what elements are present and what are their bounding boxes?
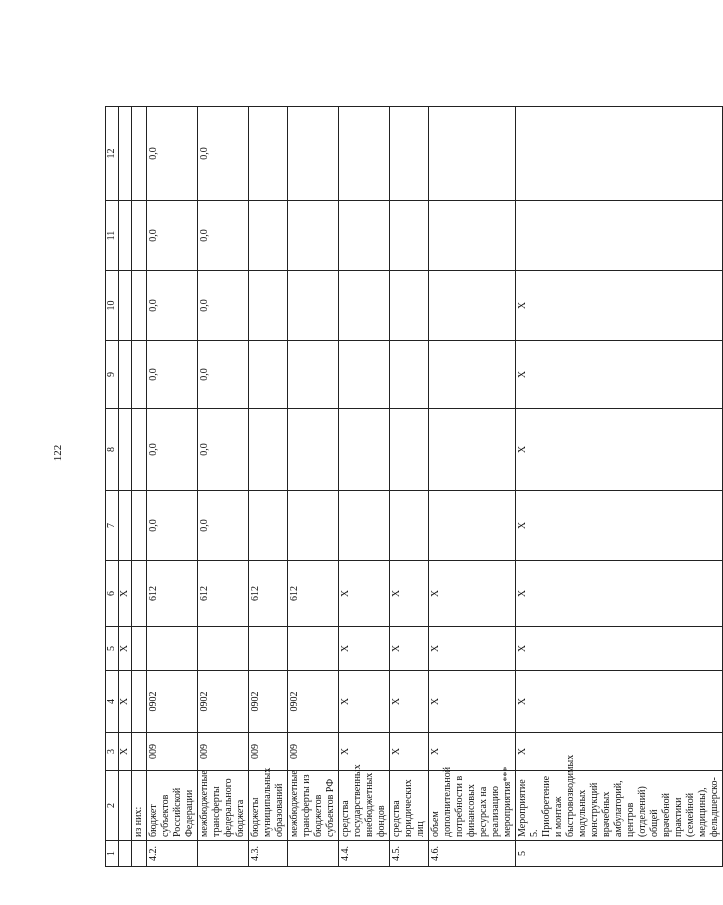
row-name-cell: межбюджетные трансферты федерального бюджета (198, 771, 249, 841)
col-8-cell: 0,0 (198, 409, 249, 491)
header-mark-col-3: X (119, 733, 132, 771)
column-number-1: 1 (106, 841, 119, 867)
table-row (132, 107, 147, 867)
column-number-3: 3 (106, 733, 119, 771)
col-9-cell (339, 341, 390, 409)
col-11-cell (132, 201, 147, 271)
col-8-cell (429, 409, 516, 491)
col-4-cell: 0902 (249, 671, 288, 733)
row-name-cell: средства государственных внебюджетных фондов (339, 771, 390, 841)
col-6-cell: X (339, 561, 390, 627)
col-11-cell (429, 201, 516, 271)
col-9-cell: X (516, 341, 723, 409)
col-3-cell: X (339, 733, 390, 771)
col-9-cell (288, 341, 339, 409)
col-3-cell: X (429, 733, 516, 771)
table-row (516, 107, 723, 867)
col-6-cell: 612 (198, 561, 249, 627)
col-8-cell (288, 409, 339, 491)
header-mark-col-7 (119, 491, 132, 561)
row-name-cell: бюджеты муниципальных образований (249, 771, 288, 841)
column-number-12: 12 (106, 107, 119, 201)
col-6-cell: X (516, 561, 723, 627)
col-5-cell (249, 627, 288, 671)
col-3-cell (132, 733, 147, 771)
row-name-cell: Мероприятие 5. Приобретение и монтаж быстровозводимых модульных конструкций врачебных амбулаторий, центров (отделений) общей врачебной практики (семейной медицины), фельдшерско- (516, 771, 723, 841)
row-number-cell: 4.4. (339, 841, 390, 867)
col-7-cell (249, 491, 288, 561)
col-4-cell: X (429, 671, 516, 733)
col-9-cell (390, 341, 429, 409)
col-12-cell (339, 107, 390, 201)
row-number-cell (198, 841, 249, 867)
header-mark-col-5: X (119, 627, 132, 671)
col-5-cell: X (339, 627, 390, 671)
col-7-cell: 0,0 (198, 491, 249, 561)
col-4-cell: 0902 (198, 671, 249, 733)
col-11-cell (339, 201, 390, 271)
col-7-cell (288, 491, 339, 561)
col-4-cell: X (516, 671, 723, 733)
header-numbers-row (106, 107, 119, 867)
col-12-cell (249, 107, 288, 201)
col-6-cell (132, 561, 147, 627)
col-3-cell: 009 (198, 733, 249, 771)
col-9-cell (249, 341, 288, 409)
table-row (429, 107, 516, 867)
table-row (198, 107, 249, 867)
table-body (106, 107, 723, 867)
col-8-cell (390, 409, 429, 491)
header-mark-col-2 (119, 771, 132, 841)
col-6-cell: X (390, 561, 429, 627)
row-name-cell: объем дополнительной потребности в финансовых ресурсах на реализацию мероприятия*** (429, 771, 516, 841)
col-12-cell (288, 107, 339, 201)
column-number-7: 7 (106, 491, 119, 561)
col-9-cell (132, 341, 147, 409)
col-5-cell (288, 627, 339, 671)
page-number: 122 (52, 444, 64, 462)
row-name-cell: средства юридических лиц (390, 771, 429, 841)
col-9-cell (429, 341, 516, 409)
col-10-cell (288, 271, 339, 341)
col-5-cell (198, 627, 249, 671)
table-row (249, 107, 288, 867)
col-4-cell: X (339, 671, 390, 733)
col-8-cell (132, 409, 147, 491)
col-12-cell (390, 107, 429, 201)
table-row (288, 107, 339, 867)
col-3-cell: 009 (288, 733, 339, 771)
table-row (339, 107, 390, 867)
col-10-cell: 0,0 (198, 271, 249, 341)
col-10-cell (132, 271, 147, 341)
row-number-cell: 4.2. (147, 841, 198, 867)
col-4-cell: 0902 (147, 671, 198, 733)
col-11-cell (516, 201, 723, 271)
col-8-cell (249, 409, 288, 491)
row-number-cell (288, 841, 339, 867)
col-11-cell: 0,0 (147, 201, 198, 271)
col-10-cell: X (516, 271, 723, 341)
col-6-cell: X (429, 561, 516, 627)
col-11-cell (249, 201, 288, 271)
row-number-cell: 5 (516, 841, 723, 867)
column-number-6: 6 (106, 561, 119, 627)
header-mark-col-12 (119, 107, 132, 201)
header-mark-col-8 (119, 409, 132, 491)
row-name-cell: межбюджетные трансферты из бюджетов субъектов РФ (288, 771, 339, 841)
col-8-cell: 0,0 (147, 409, 198, 491)
col-4-cell: X (390, 671, 429, 733)
col-12-cell (132, 107, 147, 201)
col-10-cell (249, 271, 288, 341)
col-4-cell (132, 671, 147, 733)
row-number-cell: 4.5. (390, 841, 429, 867)
col-11-cell (288, 201, 339, 271)
column-number-9: 9 (106, 341, 119, 409)
col-7-cell (132, 491, 147, 561)
col-7-cell: 0,0 (147, 491, 198, 561)
row-number-cell: 4.6. (429, 841, 516, 867)
budget-table (105, 106, 723, 867)
header-marks-row (119, 107, 132, 867)
col-10-cell: 0,0 (147, 271, 198, 341)
budget-table-rotated (105, 107, 720, 867)
col-3-cell: X (390, 733, 429, 771)
col-7-cell (429, 491, 516, 561)
col-12-cell: 0,0 (147, 107, 198, 201)
col-11-cell: 0,0 (198, 201, 249, 271)
col-10-cell (429, 271, 516, 341)
col-9-cell: 0,0 (147, 341, 198, 409)
column-number-5: 5 (106, 627, 119, 671)
col-4-cell: 0902 (288, 671, 339, 733)
header-mark-col-11 (119, 201, 132, 271)
col-12-cell (429, 107, 516, 201)
row-number-cell (132, 841, 147, 867)
header-mark-col-6: X (119, 561, 132, 627)
column-number-8: 8 (106, 409, 119, 491)
header-mark-col-9 (119, 341, 132, 409)
col-5-cell: X (390, 627, 429, 671)
col-8-cell (339, 409, 390, 491)
header-mark-col-10 (119, 271, 132, 341)
col-7-cell (390, 491, 429, 561)
col-5-cell (147, 627, 198, 671)
col-9-cell: 0,0 (198, 341, 249, 409)
col-3-cell: 009 (249, 733, 288, 771)
col-6-cell: 612 (147, 561, 198, 627)
column-number-11: 11 (106, 201, 119, 271)
col-7-cell (339, 491, 390, 561)
col-11-cell (390, 201, 429, 271)
column-number-2: 2 (106, 771, 119, 841)
header-mark-col-1 (119, 841, 132, 867)
row-number-cell: 4.3. (249, 841, 288, 867)
col-12-cell (516, 107, 723, 201)
column-number-10: 10 (106, 271, 119, 341)
table-row (390, 107, 429, 867)
row-name-cell: из них: (132, 771, 147, 841)
table-row (147, 107, 198, 867)
column-number-4: 4 (106, 671, 119, 733)
col-10-cell (390, 271, 429, 341)
col-6-cell: 612 (249, 561, 288, 627)
header-mark-col-4: X (119, 671, 132, 733)
col-3-cell: 009 (147, 733, 198, 771)
col-10-cell (339, 271, 390, 341)
col-5-cell (132, 627, 147, 671)
row-name-cell: бюджет субъектов Российской Федерации (147, 771, 198, 841)
col-8-cell: X (516, 409, 723, 491)
col-7-cell: X (516, 491, 723, 561)
col-6-cell: 612 (288, 561, 339, 627)
col-3-cell: X (516, 733, 723, 771)
col-5-cell: X (516, 627, 723, 671)
col-5-cell: X (429, 627, 516, 671)
col-12-cell: 0,0 (198, 107, 249, 201)
